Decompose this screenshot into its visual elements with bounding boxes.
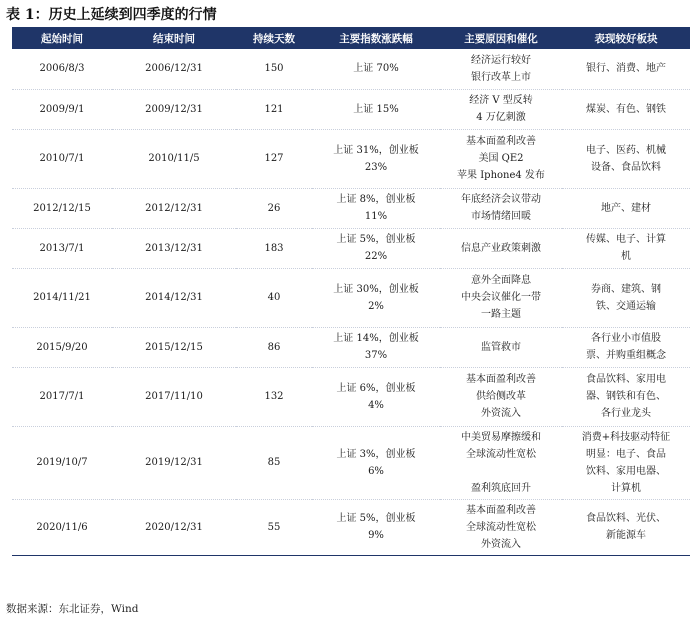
cell-line: 机 [621,251,631,262]
cell-line [443,463,559,480]
cell-line: 上证 15% [353,103,399,115]
sectors-cell [562,129,690,188]
table-row [12,367,690,426]
sectors-cell [562,188,690,228]
reasons-cell [440,327,562,367]
cell-line: 券商、建筑、钢 [591,283,661,295]
cell-line: 基本面盈利改善 [466,504,536,516]
table-row [12,49,690,89]
cell-line: 一路主题 [481,309,521,320]
market-history-table [12,27,690,556]
duration-days-cell: 40 [236,268,312,327]
cell-line: 新能源车 [606,530,646,541]
reasons-cell [440,89,562,129]
cell-line: 6% [368,465,384,477]
duration-days-cell: 85 [236,426,312,499]
cell-line: 基本面盈利改善 [466,136,536,147]
table-row [12,188,690,228]
table-row [12,129,690,188]
data-source-note: 数据来源：东北证券，Wind [6,603,139,615]
start-date-cell: 2020/11/6 [12,499,112,555]
end-date-cell: 2013/12/31 [112,228,236,268]
cell-line: 传媒、电子、计算 [586,234,666,245]
column-header-days: 持续天数 [236,27,312,49]
reasons-cell [440,367,562,426]
duration-days-cell: 55 [236,499,312,555]
index-change-cell [312,268,440,327]
end-date-cell: 2010/11/5 [112,129,236,188]
reasons-cell [440,129,562,188]
end-date-cell: 2020/12/31 [112,499,236,555]
cell-line: 中美贸易摩擦缓和 [461,431,541,443]
cell-line: 年底经济会议带动 [461,194,541,205]
table-title: 表 1：历史上延续到四季度的行情 [6,7,217,23]
start-date-cell: 2017/7/1 [12,367,112,426]
sectors-cell [562,268,690,327]
duration-days-cell: 132 [236,367,312,426]
index-change-cell [312,426,440,499]
column-header-change: 主要指数涨跌幅 [312,27,440,49]
cell-line: 煤炭、有色、钢铁 [586,103,666,115]
sectors-cell [562,499,690,555]
index-change-cell [312,367,440,426]
cell-line: 信息产业政策刺激 [461,242,541,254]
reasons-cell [440,228,562,268]
cell-line: 上证 70% [353,63,399,75]
cell-line: 22% [364,251,388,262]
cell-line: 4 万亿刺激 [476,112,526,123]
start-date-cell: 2014/11/21 [12,268,112,327]
end-date-cell: 2006/12/31 [112,49,236,89]
cell-line: 食品饮料、家用电 [586,374,666,385]
index-change-cell [312,327,440,367]
sectors-cell [562,89,690,129]
cell-line: 中央会议催化一带 [461,292,541,303]
end-date-cell: 2014/12/31 [112,268,236,327]
cell-line: 市场情绪回暖 [471,211,531,222]
sectors-cell [562,426,690,499]
cell-line: 铁、交通运输 [596,300,656,312]
duration-days-cell: 121 [236,89,312,129]
sectors-cell [562,49,690,89]
cell-line: 基本面盈利改善 [466,374,536,385]
cell-line: 上证 8%，创业板 [336,194,416,205]
table-row [12,499,690,555]
reasons-cell [440,49,562,89]
end-date-cell: 2015/12/15 [112,327,236,367]
index-change-cell [312,49,440,89]
index-change-cell [312,228,440,268]
cell-line: 全球流动性宽松 [466,448,536,460]
cell-line: 全球流动性宽松 [466,521,536,533]
column-header-start: 起始时间 [12,27,112,49]
cell-line: 食品饮料、光伏、 [586,513,666,524]
cell-line: 意外全面降息 [471,275,531,286]
reasons-cell [440,499,562,555]
cell-line: 地产、建材 [601,202,651,214]
sectors-cell [562,327,690,367]
cell-line: 上证 3%，创业板 [336,448,416,460]
cell-line: 上证 5%，创业板 [336,513,416,524]
cell-line: 上证 31%，创业板 [333,144,419,156]
end-date-cell: 2012/12/31 [112,188,236,228]
start-date-cell: 2010/7/1 [12,129,112,188]
cell-line: 苹果 Iphone4 发布 [457,170,545,181]
table-row [12,426,690,499]
column-header-reasons: 主要原因和催化 [440,27,562,49]
start-date-cell: 2015/9/20 [12,327,112,367]
cell-line: 银行改革上市 [471,71,531,83]
cell-line: 外资流入 [481,408,521,419]
index-change-cell [312,499,440,555]
end-date-cell: 2017/11/10 [112,367,236,426]
duration-days-cell: 150 [236,49,312,89]
end-date-cell: 2009/12/31 [112,89,236,129]
duration-days-cell: 127 [236,129,312,188]
cell-line: 上证 30%，创业板 [333,283,419,295]
table-body [12,49,690,555]
column-header-end: 结束时间 [112,27,236,49]
duration-days-cell: 86 [236,327,312,367]
cell-line: 票、并购重组概念 [586,350,666,361]
reasons-cell [440,426,562,499]
cell-line: 各行业小市值股 [591,333,661,344]
table-header-row [12,27,690,49]
start-date-cell: 2019/10/7 [12,426,112,499]
start-date-cell: 2012/12/15 [12,188,112,228]
cell-line: 计算机 [611,482,641,494]
index-change-cell [312,89,440,129]
cell-line: 监管救市 [481,341,521,353]
start-date-cell: 2006/8/3 [12,49,112,89]
cell-line: 4% [368,399,384,411]
cell-line: 经济 V 型反转 [469,95,533,106]
cell-line: 器、钢铁和有色、 [586,391,666,402]
cell-line: 上证 5%，创业板 [336,234,416,245]
sectors-cell [562,367,690,426]
cell-line: 上证 6%，创业板 [336,382,416,394]
cell-line: 外资流入 [481,538,521,550]
cell-line: 11% [364,211,388,222]
column-header-sectors: 表现较好板块 [562,27,690,49]
table-row [12,228,690,268]
duration-days-cell: 26 [236,188,312,228]
cell-line: 2% [368,300,384,312]
cell-line: 明显：电子、食品 [586,448,666,460]
index-change-cell [312,129,440,188]
index-change-cell [312,188,440,228]
cell-line: 上证 14%，创业板 [333,333,419,344]
end-date-cell: 2019/12/31 [112,426,236,499]
cell-line: 37% [364,350,388,361]
cell-line: 各行业龙头 [601,408,651,419]
cell-line: 23% [364,161,388,173]
cell-line: 设备、食品饮料 [591,161,661,173]
reasons-cell [440,188,562,228]
reasons-cell [440,268,562,327]
cell-line: 消费+科技驱动特征 [581,431,671,443]
sectors-cell [562,228,690,268]
cell-line: 供给侧改革 [476,391,526,402]
cell-line: 盈利筑底回升 [471,482,531,494]
cell-line: 电子、医药、机械 [586,144,666,156]
cell-line: 经济运行较好 [471,54,531,66]
cell-line: 饮料、家用电器、 [586,465,666,477]
duration-days-cell: 183 [236,228,312,268]
table-row [12,89,690,129]
cell-line: 9% [368,530,384,541]
cell-line: 银行、消费、地产 [586,63,666,75]
cell-line: 美国 QE2 [478,153,524,164]
table-row [12,268,690,327]
table-row [12,327,690,367]
start-date-cell: 2009/9/1 [12,89,112,129]
start-date-cell: 2013/7/1 [12,228,112,268]
